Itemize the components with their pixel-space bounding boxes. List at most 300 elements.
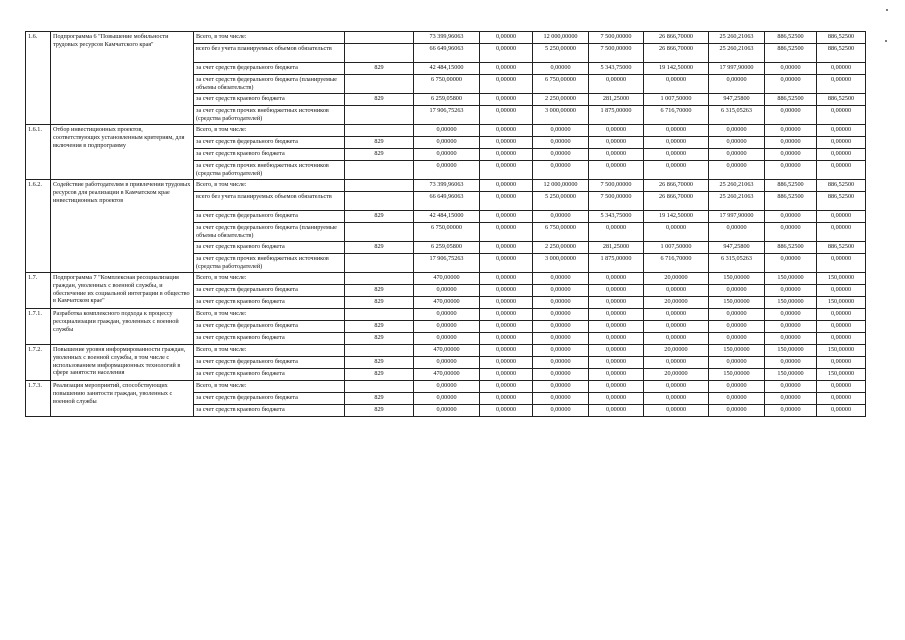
- amount-cell: 886,52500: [817, 180, 866, 192]
- budget-table: [25, 31, 866, 417]
- amount-cell: 0,00000: [533, 333, 589, 345]
- row-code: 1.6.1.: [26, 125, 51, 180]
- funding-source: за счет средств краевого бюджета: [194, 405, 345, 417]
- amount-cell: 6 750,00000: [414, 75, 480, 94]
- amount-cell: 0,00000: [480, 211, 533, 223]
- funding-source: за счет средств федерального бюджета (планируемые объемы обязательств): [194, 75, 345, 94]
- budget-code: [345, 106, 414, 125]
- amount-cell: 0,00000: [817, 381, 866, 393]
- amount-cell: 0,00000: [480, 242, 533, 254]
- amount-cell: 150,00000: [817, 297, 866, 309]
- amount-cell: 20,00000: [644, 273, 709, 285]
- amount-cell: 886,52500: [817, 242, 866, 254]
- budget-code: 829: [345, 211, 414, 223]
- amount-cell: 6 259,05800: [414, 242, 480, 254]
- budget-code: 829: [345, 321, 414, 333]
- amount-cell: 0,00000: [644, 333, 709, 345]
- amount-cell: 7 500,00000: [589, 192, 644, 211]
- amount-cell: 5 250,00000: [533, 192, 589, 211]
- amount-cell: 42 484,15000: [414, 63, 480, 75]
- table-row: [26, 273, 866, 285]
- amount-cell: 0,00000: [817, 149, 866, 161]
- amount-cell: 0,00000: [414, 321, 480, 333]
- amount-cell: 0,00000: [644, 309, 709, 321]
- amount-cell: 6 716,70000: [644, 106, 709, 125]
- amount-cell: 0,00000: [589, 393, 644, 405]
- table-row: [26, 32, 866, 44]
- amount-cell: 0,00000: [765, 405, 817, 417]
- amount-cell: 470,00000: [414, 297, 480, 309]
- amount-cell: 0,00000: [817, 63, 866, 75]
- amount-cell: 1 875,00000: [589, 254, 644, 273]
- amount-cell: 19 142,50000: [644, 63, 709, 75]
- row-code: 1.6.: [26, 32, 51, 125]
- amount-cell: 0,00000: [817, 357, 866, 369]
- budget-code: [345, 180, 414, 192]
- amount-cell: 150,00000: [817, 369, 866, 381]
- amount-cell: 0,00000: [817, 211, 866, 223]
- amount-cell: 17 997,90000: [709, 211, 765, 223]
- funding-source: всего без учета планируемых объемов обязательств: [194, 44, 345, 63]
- amount-cell: 17 906,75263: [414, 106, 480, 125]
- amount-cell: 0,00000: [709, 393, 765, 405]
- amount-cell: 0,00000: [480, 254, 533, 273]
- funding-source: Всего, в том числе:: [194, 32, 345, 44]
- scan-mark: [885, 40, 887, 42]
- amount-cell: 0,00000: [589, 357, 644, 369]
- amount-cell: 6 750,00000: [414, 223, 480, 242]
- amount-cell: 150,00000: [765, 369, 817, 381]
- row-title: Повышение уровня информированности граждан, уволенных с военной службы, в том числе с использованием информационных технологий в сфере занятости населения: [51, 345, 194, 381]
- amount-cell: 0,00000: [709, 161, 765, 180]
- amount-cell: 0,00000: [480, 180, 533, 192]
- amount-cell: 0,00000: [817, 309, 866, 321]
- amount-cell: 0,00000: [589, 161, 644, 180]
- budget-code: [345, 192, 414, 211]
- amount-cell: 66 649,96063: [414, 44, 480, 63]
- funding-source: Всего, в том числе:: [194, 309, 345, 321]
- amount-cell: 0,00000: [480, 44, 533, 63]
- amount-cell: 0,00000: [765, 161, 817, 180]
- amount-cell: 0,00000: [765, 211, 817, 223]
- amount-cell: 0,00000: [480, 393, 533, 405]
- amount-cell: 0,00000: [644, 149, 709, 161]
- amount-cell: 0,00000: [817, 106, 866, 125]
- amount-cell: 0,00000: [480, 106, 533, 125]
- amount-cell: 0,00000: [817, 161, 866, 180]
- amount-cell: 20,00000: [644, 345, 709, 357]
- amount-cell: 20,00000: [644, 369, 709, 381]
- funding-source: за счет средств федерального бюджета: [194, 211, 345, 223]
- amount-cell: 0,00000: [589, 75, 644, 94]
- amount-cell: 0,00000: [644, 161, 709, 180]
- amount-cell: 25 260,21063: [709, 32, 765, 44]
- amount-cell: 0,00000: [589, 309, 644, 321]
- budget-code: [345, 381, 414, 393]
- amount-cell: 0,00000: [765, 63, 817, 75]
- amount-cell: 0,00000: [709, 309, 765, 321]
- row-title: Содействие работодателям в привлечении трудовых ресурсов для реализации в Камчатском крае инвестиционных проектов: [51, 180, 194, 273]
- amount-cell: 0,00000: [709, 357, 765, 369]
- amount-cell: 0,00000: [644, 75, 709, 94]
- amount-cell: 0,00000: [765, 254, 817, 273]
- funding-source: за счет средств прочих внебюджетных источников (средства работодателей): [194, 161, 345, 180]
- amount-cell: 150,00000: [817, 345, 866, 357]
- amount-cell: 0,00000: [533, 211, 589, 223]
- funding-source: за счет средств краевого бюджета: [194, 333, 345, 345]
- budget-code: 829: [345, 242, 414, 254]
- amount-cell: 0,00000: [709, 333, 765, 345]
- funding-source: за счет средств краевого бюджета: [194, 297, 345, 309]
- amount-cell: 0,00000: [709, 223, 765, 242]
- amount-cell: 0,00000: [765, 75, 817, 94]
- budget-code: 829: [345, 137, 414, 149]
- amount-cell: 0,00000: [480, 273, 533, 285]
- funding-source: за счет средств краевого бюджета: [194, 242, 345, 254]
- budget-code: 829: [345, 297, 414, 309]
- amount-cell: 0,00000: [414, 161, 480, 180]
- amount-cell: 0,00000: [709, 75, 765, 94]
- amount-cell: 0,00000: [414, 393, 480, 405]
- amount-cell: 6 259,05800: [414, 94, 480, 106]
- budget-code: [345, 125, 414, 137]
- amount-cell: 886,52500: [817, 44, 866, 63]
- amount-cell: 0,00000: [765, 125, 817, 137]
- amount-cell: 0,00000: [414, 137, 480, 149]
- amount-cell: 470,00000: [414, 369, 480, 381]
- amount-cell: 0,00000: [709, 149, 765, 161]
- amount-cell: 886,52500: [765, 94, 817, 106]
- amount-cell: 0,00000: [589, 345, 644, 357]
- amount-cell: 0,00000: [480, 297, 533, 309]
- amount-cell: 0,00000: [480, 309, 533, 321]
- amount-cell: 0,00000: [817, 405, 866, 417]
- amount-cell: 150,00000: [817, 273, 866, 285]
- amount-cell: 26 866,70000: [644, 44, 709, 63]
- funding-source: Всего, в том числе:: [194, 180, 345, 192]
- amount-cell: 0,00000: [480, 149, 533, 161]
- amount-cell: 886,52500: [765, 32, 817, 44]
- budget-code: [345, 254, 414, 273]
- amount-cell: 0,00000: [533, 405, 589, 417]
- amount-cell: 0,00000: [533, 149, 589, 161]
- amount-cell: 886,52500: [817, 192, 866, 211]
- row-code: 1.7.1.: [26, 309, 51, 345]
- amount-cell: 0,00000: [817, 285, 866, 297]
- amount-cell: 150,00000: [765, 297, 817, 309]
- amount-cell: 886,52500: [817, 94, 866, 106]
- amount-cell: 0,00000: [589, 285, 644, 297]
- amount-cell: 0,00000: [533, 321, 589, 333]
- amount-cell: 5 343,75000: [589, 63, 644, 75]
- amount-cell: 1 007,50000: [644, 242, 709, 254]
- amount-cell: 0,00000: [817, 254, 866, 273]
- amount-cell: 0,00000: [709, 381, 765, 393]
- amount-cell: 73 399,96063: [414, 32, 480, 44]
- amount-cell: 0,00000: [709, 285, 765, 297]
- amount-cell: 3 000,00000: [533, 254, 589, 273]
- budget-code: [345, 309, 414, 321]
- amount-cell: 0,00000: [765, 321, 817, 333]
- funding-source: Всего, в том числе:: [194, 273, 345, 285]
- amount-cell: 26 866,70000: [644, 192, 709, 211]
- amount-cell: 0,00000: [644, 125, 709, 137]
- amount-cell: 886,52500: [765, 192, 817, 211]
- amount-cell: 0,00000: [765, 357, 817, 369]
- amount-cell: 281,25000: [589, 94, 644, 106]
- amount-cell: 470,00000: [414, 345, 480, 357]
- amount-cell: 150,00000: [765, 345, 817, 357]
- funding-source: Всего, в том числе:: [194, 125, 345, 137]
- amount-cell: 0,00000: [709, 125, 765, 137]
- funding-source: Всего, в том числе:: [194, 381, 345, 393]
- amount-cell: 0,00000: [589, 137, 644, 149]
- row-code: 1.7.3.: [26, 381, 51, 417]
- budget-code: 829: [345, 94, 414, 106]
- table-body: [26, 32, 866, 417]
- row-title: Разработка комплексного подхода к процессу ресоциализации граждан, уволенных с военной службы: [51, 309, 194, 345]
- amount-cell: 0,00000: [480, 32, 533, 44]
- row-title: Реализация мероприятий, способствующих повышению занятости граждан, уволенных с военной службы: [51, 381, 194, 417]
- budget-code: [345, 273, 414, 285]
- row-code: 1.7.2.: [26, 345, 51, 381]
- amount-cell: 42 484,15000: [414, 211, 480, 223]
- amount-cell: 0,00000: [533, 63, 589, 75]
- amount-cell: 12 000,00000: [533, 180, 589, 192]
- amount-cell: 0,00000: [589, 405, 644, 417]
- amount-cell: 0,00000: [765, 106, 817, 125]
- amount-cell: 150,00000: [709, 273, 765, 285]
- amount-cell: 6 315,05263: [709, 106, 765, 125]
- amount-cell: 0,00000: [644, 321, 709, 333]
- amount-cell: 0,00000: [414, 285, 480, 297]
- amount-cell: 0,00000: [589, 273, 644, 285]
- amount-cell: 0,00000: [480, 75, 533, 94]
- amount-cell: 25 260,21063: [709, 44, 765, 63]
- amount-cell: 0,00000: [414, 125, 480, 137]
- amount-cell: 470,00000: [414, 273, 480, 285]
- amount-cell: 0,00000: [533, 381, 589, 393]
- amount-cell: 0,00000: [533, 161, 589, 180]
- budget-code: 829: [345, 333, 414, 345]
- amount-cell: 0,00000: [480, 223, 533, 242]
- amount-cell: 0,00000: [589, 223, 644, 242]
- amount-cell: 5 343,75000: [589, 211, 644, 223]
- amount-cell: 0,00000: [765, 149, 817, 161]
- funding-source: за счет средств федерального бюджета: [194, 137, 345, 149]
- funding-source: Всего, в том числе:: [194, 345, 345, 357]
- amount-cell: 0,00000: [480, 137, 533, 149]
- budget-code: [345, 75, 414, 94]
- amount-cell: 0,00000: [414, 381, 480, 393]
- amount-cell: 0,00000: [533, 309, 589, 321]
- amount-cell: 0,00000: [533, 393, 589, 405]
- budget-code: 829: [345, 393, 414, 405]
- funding-source: за счет средств федерального бюджета: [194, 285, 345, 297]
- amount-cell: 0,00000: [533, 125, 589, 137]
- row-title: Подпрограмма 7 "Комплексная ресоциализация граждан, уволенных с военной службы, и обеспечение их социальной интеграции в общество в Камчатском крае": [51, 273, 194, 309]
- amount-cell: 0,00000: [533, 285, 589, 297]
- row-title: Подпрограмма 6 "Повышение мобильности трудовых ресурсов Камчатского края": [51, 32, 194, 125]
- amount-cell: 25 260,21063: [709, 192, 765, 211]
- amount-cell: 17 997,90000: [709, 63, 765, 75]
- funding-source: за счет средств федерального бюджета: [194, 357, 345, 369]
- amount-cell: 0,00000: [414, 149, 480, 161]
- amount-cell: 0,00000: [480, 161, 533, 180]
- amount-cell: 0,00000: [480, 285, 533, 297]
- amount-cell: 0,00000: [533, 345, 589, 357]
- amount-cell: 0,00000: [589, 149, 644, 161]
- amount-cell: 2 250,00000: [533, 94, 589, 106]
- amount-cell: 0,00000: [480, 333, 533, 345]
- table-row: [26, 125, 866, 137]
- amount-cell: 0,00000: [589, 125, 644, 137]
- table-row: [26, 345, 866, 357]
- amount-cell: 0,00000: [533, 273, 589, 285]
- amount-cell: 947,25800: [709, 242, 765, 254]
- amount-cell: 0,00000: [817, 321, 866, 333]
- funding-source: за счет средств федерального бюджета: [194, 321, 345, 333]
- amount-cell: 0,00000: [414, 357, 480, 369]
- amount-cell: 150,00000: [709, 369, 765, 381]
- amount-cell: 0,00000: [765, 223, 817, 242]
- table-row: [26, 309, 866, 321]
- amount-cell: 12 000,00000: [533, 32, 589, 44]
- funding-source: за счет средств федерального бюджета: [194, 63, 345, 75]
- row-title: Отбор инвестиционных проектов, соответствующих установленным критериям, для включения в подпрограмму: [51, 125, 194, 180]
- amount-cell: 1 007,50000: [644, 94, 709, 106]
- amount-cell: 0,00000: [765, 393, 817, 405]
- amount-cell: 1 875,00000: [589, 106, 644, 125]
- amount-cell: 886,52500: [765, 180, 817, 192]
- amount-cell: 0,00000: [765, 381, 817, 393]
- amount-cell: 0,00000: [817, 333, 866, 345]
- amount-cell: 947,25800: [709, 94, 765, 106]
- amount-cell: 0,00000: [644, 393, 709, 405]
- amount-cell: 20,00000: [644, 297, 709, 309]
- amount-cell: 0,00000: [817, 393, 866, 405]
- amount-cell: 0,00000: [644, 285, 709, 297]
- amount-cell: 26 866,70000: [644, 32, 709, 44]
- budget-code: 829: [345, 63, 414, 75]
- amount-cell: 2 250,00000: [533, 242, 589, 254]
- table-row: [26, 381, 866, 393]
- amount-cell: 0,00000: [480, 345, 533, 357]
- funding-source: за счет средств краевого бюджета: [194, 94, 345, 106]
- amount-cell: 0,00000: [817, 137, 866, 149]
- budget-code: 829: [345, 357, 414, 369]
- amount-cell: 0,00000: [589, 381, 644, 393]
- amount-cell: 25 260,21063: [709, 180, 765, 192]
- budget-code: 829: [345, 149, 414, 161]
- budget-code: 829: [345, 405, 414, 417]
- budget-code: [345, 44, 414, 63]
- amount-cell: 7 500,00000: [589, 32, 644, 44]
- funding-source: за счет средств федерального бюджета (планируемые объемы обязательств): [194, 223, 345, 242]
- row-code: 1.7.: [26, 273, 51, 309]
- amount-cell: 150,00000: [709, 345, 765, 357]
- amount-cell: 150,00000: [709, 297, 765, 309]
- amount-cell: 0,00000: [480, 369, 533, 381]
- amount-cell: 0,00000: [414, 405, 480, 417]
- amount-cell: 0,00000: [644, 405, 709, 417]
- amount-cell: 0,00000: [644, 357, 709, 369]
- table-row: [26, 180, 866, 192]
- amount-cell: 19 142,50000: [644, 211, 709, 223]
- funding-source: за счет средств краевого бюджета: [194, 369, 345, 381]
- amount-cell: 6 750,00000: [533, 75, 589, 94]
- amount-cell: 0,00000: [533, 297, 589, 309]
- amount-cell: 0,00000: [765, 309, 817, 321]
- amount-cell: 0,00000: [765, 137, 817, 149]
- budget-code: 829: [345, 369, 414, 381]
- amount-cell: 26 866,70000: [644, 180, 709, 192]
- amount-cell: 886,52500: [765, 242, 817, 254]
- budget-code: [345, 345, 414, 357]
- amount-cell: 281,25000: [589, 242, 644, 254]
- amount-cell: 7 500,00000: [589, 180, 644, 192]
- amount-cell: 0,00000: [589, 321, 644, 333]
- amount-cell: 0,00000: [533, 369, 589, 381]
- budget-code: [345, 223, 414, 242]
- amount-cell: 0,00000: [817, 75, 866, 94]
- amount-cell: 6 716,70000: [644, 254, 709, 273]
- scan-mark: [886, 9, 888, 11]
- amount-cell: 0,00000: [765, 285, 817, 297]
- amount-cell: 6 315,05263: [709, 254, 765, 273]
- amount-cell: 0,00000: [709, 137, 765, 149]
- amount-cell: 150,00000: [765, 273, 817, 285]
- amount-cell: 0,00000: [533, 357, 589, 369]
- amount-cell: 886,52500: [817, 32, 866, 44]
- amount-cell: 0,00000: [480, 405, 533, 417]
- amount-cell: 0,00000: [765, 333, 817, 345]
- funding-source: за счет средств федерального бюджета: [194, 393, 345, 405]
- amount-cell: 0,00000: [589, 297, 644, 309]
- amount-cell: 0,00000: [817, 223, 866, 242]
- amount-cell: 66 649,96063: [414, 192, 480, 211]
- amount-cell: 0,00000: [414, 333, 480, 345]
- amount-cell: 0,00000: [480, 381, 533, 393]
- funding-source: за счет средств краевого бюджета: [194, 149, 345, 161]
- amount-cell: 0,00000: [644, 223, 709, 242]
- amount-cell: 0,00000: [589, 369, 644, 381]
- budget-code: [345, 161, 414, 180]
- amount-cell: 0,00000: [480, 125, 533, 137]
- amount-cell: 3 000,00000: [533, 106, 589, 125]
- amount-cell: 5 250,00000: [533, 44, 589, 63]
- amount-cell: 0,00000: [709, 405, 765, 417]
- amount-cell: 17 906,75263: [414, 254, 480, 273]
- budget-code: 829: [345, 285, 414, 297]
- amount-cell: 0,00000: [709, 321, 765, 333]
- amount-cell: 0,00000: [817, 125, 866, 137]
- amount-cell: 0,00000: [480, 321, 533, 333]
- amount-cell: 0,00000: [480, 357, 533, 369]
- budget-code: [345, 32, 414, 44]
- funding-source: всего без учета планируемых объемов обязательств: [194, 192, 345, 211]
- amount-cell: 0,00000: [589, 333, 644, 345]
- amount-cell: 0,00000: [414, 309, 480, 321]
- amount-cell: 0,00000: [480, 192, 533, 211]
- funding-source: за счет средств прочих внебюджетных источников (средства работодателей): [194, 254, 345, 273]
- amount-cell: 0,00000: [480, 63, 533, 75]
- funding-source: за счет средств прочих внебюджетных источников (средства работодателей): [194, 106, 345, 125]
- row-code: 1.6.2.: [26, 180, 51, 273]
- amount-cell: 73 399,96063: [414, 180, 480, 192]
- amount-cell: 886,52500: [765, 44, 817, 63]
- amount-cell: 0,00000: [480, 94, 533, 106]
